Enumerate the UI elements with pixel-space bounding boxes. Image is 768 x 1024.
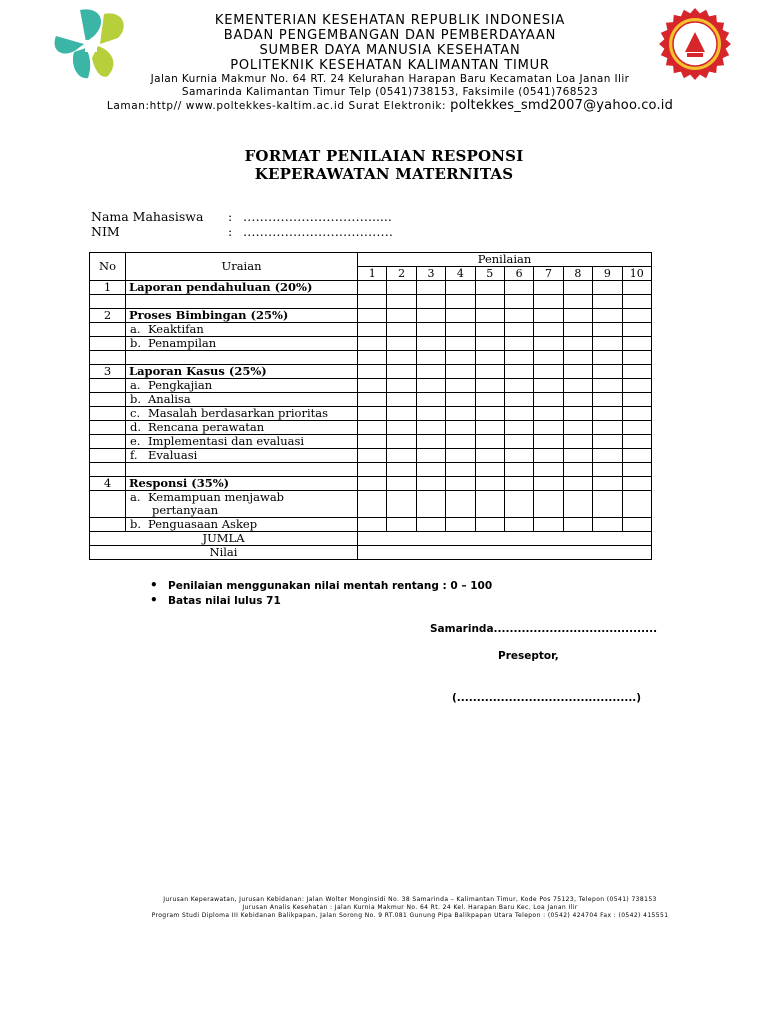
score-cell[interactable] xyxy=(504,365,533,379)
score-cell[interactable] xyxy=(563,518,592,532)
score-cell[interactable] xyxy=(504,393,533,407)
signature-name-line[interactable]: (.............................................) xyxy=(452,692,642,704)
score-cell[interactable] xyxy=(446,351,475,365)
table-row xyxy=(90,546,652,560)
score-cell[interactable] xyxy=(475,379,504,393)
table-row xyxy=(90,407,652,421)
total-row-label: JUMLA xyxy=(90,532,358,546)
score-cell[interactable] xyxy=(593,351,622,365)
item-marker: e. xyxy=(130,434,141,448)
score-cell[interactable] xyxy=(358,518,387,532)
score-cell[interactable] xyxy=(563,365,592,379)
score-cell[interactable] xyxy=(563,351,592,365)
item-marker: a. xyxy=(130,378,141,392)
header-web-line xyxy=(100,98,680,113)
table-row xyxy=(90,463,652,477)
score-cell[interactable] xyxy=(387,365,416,379)
score-cell[interactable] xyxy=(416,477,445,491)
score-cell[interactable] xyxy=(387,477,416,491)
score-cell[interactable] xyxy=(416,449,445,463)
score-cell[interactable] xyxy=(593,435,622,449)
row-number xyxy=(90,518,126,532)
table-row xyxy=(90,379,652,393)
table-row xyxy=(90,351,652,365)
score-cell[interactable] xyxy=(504,337,533,351)
item-marker: a. xyxy=(130,490,141,504)
score-cell[interactable] xyxy=(563,449,592,463)
score-cell[interactable] xyxy=(504,295,533,309)
score-cell[interactable] xyxy=(534,309,563,323)
score-cell[interactable] xyxy=(534,477,563,491)
score-cell[interactable] xyxy=(622,337,652,351)
score-cell[interactable] xyxy=(593,379,622,393)
score-cell[interactable] xyxy=(358,463,387,477)
score-cell[interactable] xyxy=(534,407,563,421)
score-cell[interactable] xyxy=(563,435,592,449)
row-number xyxy=(90,435,126,449)
score-cell[interactable] xyxy=(534,491,563,518)
criterion-heading: Laporan Kasus (25%) xyxy=(129,364,267,378)
score-cell[interactable] xyxy=(622,449,652,463)
score-cell[interactable] xyxy=(593,365,622,379)
footer-line-1: Jurusan Keperawatan, Jurusan Kebidanan: Jalan Wolter Monginsidi No. 38 Samarinda – Kalimantan Timur, Kode Pos 75123, Telepon (0541) 738153 xyxy=(163,896,657,903)
score-cell[interactable] xyxy=(534,518,563,532)
score-header-4: 4 xyxy=(446,267,475,281)
criterion-item: Kemampuan menjawab xyxy=(148,490,285,504)
score-cell[interactable] xyxy=(387,449,416,463)
score-cell[interactable] xyxy=(358,491,387,518)
score-cell[interactable] xyxy=(593,309,622,323)
score-cell[interactable] xyxy=(446,337,475,351)
row-number xyxy=(90,323,126,337)
table-row xyxy=(90,477,652,491)
score-cell[interactable] xyxy=(504,407,533,421)
header-contact: Samarinda Kalimantan Timur Telp (0541)738153, Faksimile (0541)768523 xyxy=(181,86,599,98)
score-cell[interactable] xyxy=(622,323,652,337)
score-cell[interactable] xyxy=(622,379,652,393)
score-cell[interactable] xyxy=(475,518,504,532)
item-marker: f. xyxy=(130,448,138,462)
score-cell[interactable] xyxy=(622,491,652,518)
score-cell[interactable] xyxy=(563,309,592,323)
score-cell[interactable] xyxy=(416,379,445,393)
score-cell[interactable] xyxy=(446,463,475,477)
score-cell[interactable] xyxy=(387,407,416,421)
score-cell[interactable] xyxy=(593,295,622,309)
row-number xyxy=(90,351,126,365)
criterion-heading: Proses Bimbingan (25%) xyxy=(129,308,289,322)
score-cell[interactable] xyxy=(593,337,622,351)
score-cell[interactable] xyxy=(416,393,445,407)
score-cell[interactable] xyxy=(563,323,592,337)
row-criterion xyxy=(126,309,358,323)
note-item: • Penilaian menggunakan nilai mentah rentang : 0 – 100 xyxy=(150,578,493,592)
score-cell[interactable] xyxy=(504,518,533,532)
score-cell[interactable] xyxy=(534,393,563,407)
item-marker: b. xyxy=(130,517,142,531)
score-cell[interactable] xyxy=(387,491,416,518)
score-cell[interactable] xyxy=(563,421,592,435)
score-cell[interactable] xyxy=(358,281,387,295)
score-cell[interactable] xyxy=(534,337,563,351)
score-header-2: 2 xyxy=(387,267,416,281)
score-cell[interactable] xyxy=(534,463,563,477)
score-cell[interactable] xyxy=(446,393,475,407)
score-cell[interactable] xyxy=(475,281,504,295)
score-cell[interactable] xyxy=(475,449,504,463)
score-cell[interactable] xyxy=(358,337,387,351)
score-cell[interactable] xyxy=(446,281,475,295)
row-criterion xyxy=(126,323,358,337)
row-number: 1 xyxy=(90,281,126,295)
score-cell[interactable] xyxy=(534,435,563,449)
score-cell[interactable] xyxy=(358,393,387,407)
item-marker: b. xyxy=(130,392,142,406)
score-cell[interactable] xyxy=(563,463,592,477)
row-criterion xyxy=(126,337,358,351)
score-cell[interactable] xyxy=(504,491,533,518)
table-row xyxy=(90,295,652,309)
criterion-item: Implementasi dan evaluasi xyxy=(148,434,305,448)
criterion-item: Keaktifan xyxy=(148,322,204,336)
score-cell[interactable] xyxy=(593,449,622,463)
score-cell[interactable] xyxy=(475,323,504,337)
score-cell[interactable] xyxy=(593,281,622,295)
score-cell[interactable] xyxy=(504,323,533,337)
score-cell[interactable] xyxy=(446,518,475,532)
total-row-value[interactable] xyxy=(358,532,652,546)
table-row xyxy=(90,393,652,407)
col-uraian-header: Uraian xyxy=(126,253,358,281)
score-cell[interactable] xyxy=(475,365,504,379)
criterion-item: Pengkajian xyxy=(148,378,213,392)
table-row xyxy=(90,337,652,351)
score-cell[interactable] xyxy=(593,491,622,518)
form-subtitle: KEPERAWATAN MATERNITAS xyxy=(254,165,514,183)
table-row xyxy=(90,435,652,449)
score-cell[interactable] xyxy=(475,463,504,477)
score-cell[interactable] xyxy=(563,337,592,351)
header-address: Jalan Kurnia Makmur No. 64 RT. 24 Kelurahan Harapan Baru Kecamatan Loa Janan Ilir xyxy=(150,73,630,85)
row-number xyxy=(90,449,126,463)
row-number: 3 xyxy=(90,365,126,379)
score-cell[interactable] xyxy=(622,393,652,407)
row-criterion xyxy=(126,393,358,407)
score-cell[interactable] xyxy=(358,309,387,323)
score-cell[interactable] xyxy=(358,295,387,309)
row-number xyxy=(90,379,126,393)
row-number xyxy=(90,393,126,407)
header-website: Laman:http// www.poltekkes-kaltim.ac.id Surat Elektronik: xyxy=(106,100,447,112)
row-criterion xyxy=(126,463,358,477)
col-no-header: No xyxy=(90,253,126,281)
student-name-field[interactable]: …………………………...... xyxy=(243,209,392,224)
grade-row-label: Nilai xyxy=(90,546,358,560)
score-cell[interactable] xyxy=(387,379,416,393)
score-cell[interactable] xyxy=(563,281,592,295)
score-cell[interactable] xyxy=(504,281,533,295)
score-cell[interactable] xyxy=(387,281,416,295)
score-cell[interactable] xyxy=(475,295,504,309)
criterion-item: Masalah berdasarkan prioritas xyxy=(148,406,329,420)
score-cell[interactable] xyxy=(416,491,445,518)
score-cell[interactable] xyxy=(622,435,652,449)
score-cell[interactable] xyxy=(358,449,387,463)
score-cell[interactable] xyxy=(416,435,445,449)
col-penilaian-header: Penilaian xyxy=(358,253,652,267)
score-cell[interactable] xyxy=(475,421,504,435)
score-header-9: 9 xyxy=(593,267,622,281)
item-marker: c. xyxy=(130,406,141,420)
criterion-item: Penampilan xyxy=(148,336,217,350)
score-cell[interactable] xyxy=(416,323,445,337)
score-cell[interactable] xyxy=(534,295,563,309)
score-cell[interactable] xyxy=(446,379,475,393)
score-cell[interactable] xyxy=(622,421,652,435)
score-cell[interactable] xyxy=(563,477,592,491)
score-cell[interactable] xyxy=(387,309,416,323)
table-row xyxy=(90,518,652,532)
score-cell[interactable] xyxy=(563,295,592,309)
score-cell[interactable] xyxy=(358,407,387,421)
score-cell[interactable] xyxy=(563,379,592,393)
score-cell[interactable] xyxy=(358,365,387,379)
grade-row-value[interactable] xyxy=(358,546,652,560)
student-name-label: Nama Mahasiswa xyxy=(91,209,204,224)
criterion-item: Analisa xyxy=(148,392,191,406)
signature-role: Preseptor, xyxy=(498,650,559,662)
student-nim-field[interactable]: ……………………………… xyxy=(243,224,393,239)
bullet-icon: • xyxy=(150,593,158,607)
table-row xyxy=(90,323,652,337)
score-cell[interactable] xyxy=(446,323,475,337)
score-cell[interactable] xyxy=(504,309,533,323)
score-cell[interactable] xyxy=(387,518,416,532)
criterion-item-continued: pertanyaan xyxy=(152,503,219,517)
score-cell[interactable] xyxy=(622,477,652,491)
score-cell[interactable] xyxy=(475,491,504,518)
score-header-5: 5 xyxy=(475,267,504,281)
criterion-item: Evaluasi xyxy=(148,448,198,462)
row-criterion xyxy=(126,295,358,309)
row-criterion xyxy=(126,351,358,365)
score-cell[interactable] xyxy=(475,337,504,351)
score-cell[interactable] xyxy=(358,351,387,365)
footer-line-2: Jurusan Analis Kesehatan : Jalan Kurnia Makmur No. 64 Rt. 24 Kel. Harapan Baru Kec. Loa Janan Ilir xyxy=(242,904,578,911)
score-cell[interactable] xyxy=(622,463,652,477)
form-title: FORMAT PENILAIAN RESPONSI xyxy=(244,147,524,165)
score-cell[interactable] xyxy=(358,477,387,491)
score-cell[interactable] xyxy=(446,421,475,435)
score-cell[interactable] xyxy=(622,407,652,421)
score-cell[interactable] xyxy=(475,477,504,491)
score-cell[interactable] xyxy=(446,477,475,491)
row-number xyxy=(90,421,126,435)
score-cell[interactable] xyxy=(387,337,416,351)
score-cell[interactable] xyxy=(622,351,652,365)
row-criterion xyxy=(126,491,358,518)
score-cell[interactable] xyxy=(416,421,445,435)
score-cell[interactable] xyxy=(416,351,445,365)
score-cell[interactable] xyxy=(416,281,445,295)
score-cell[interactable] xyxy=(563,407,592,421)
criterion-heading: Responsi (35%) xyxy=(129,476,230,490)
row-criterion xyxy=(126,379,358,393)
header-email: poltekkes_smd2007@yahoo.co.id xyxy=(450,98,674,113)
row-number xyxy=(90,407,126,421)
score-cell[interactable] xyxy=(416,337,445,351)
score-cell[interactable] xyxy=(534,421,563,435)
score-cell[interactable] xyxy=(416,518,445,532)
score-cell[interactable] xyxy=(504,435,533,449)
score-cell[interactable] xyxy=(387,421,416,435)
row-criterion xyxy=(126,518,358,532)
student-name-row xyxy=(91,209,392,224)
grading-table xyxy=(89,252,652,560)
item-marker: a. xyxy=(130,322,141,336)
score-cell[interactable] xyxy=(475,309,504,323)
grading-notes xyxy=(150,578,492,608)
note-item: • Batas nilai lulus 71 xyxy=(150,593,281,607)
criterion-item: Rencana perawatan xyxy=(148,420,265,434)
row-number: 2 xyxy=(90,309,126,323)
row-number xyxy=(90,337,126,351)
criterion-item: Penguasaan Askep xyxy=(148,517,258,531)
header-institution: POLITEKNIK KESEHATAN KALIMANTAN TIMUR xyxy=(230,58,550,73)
score-cell[interactable] xyxy=(534,281,563,295)
score-cell[interactable] xyxy=(593,323,622,337)
score-cell[interactable] xyxy=(534,449,563,463)
score-cell[interactable] xyxy=(387,463,416,477)
score-cell[interactable] xyxy=(475,351,504,365)
score-cell[interactable] xyxy=(504,449,533,463)
score-cell[interactable] xyxy=(504,421,533,435)
score-header-1: 1 xyxy=(358,267,387,281)
table-row xyxy=(90,449,652,463)
table-row xyxy=(90,491,652,518)
colon: : xyxy=(228,224,233,239)
score-cell[interactable] xyxy=(504,463,533,477)
score-cell[interactable] xyxy=(475,407,504,421)
score-cell[interactable] xyxy=(446,309,475,323)
student-nim-label: NIM xyxy=(91,224,120,239)
table-row xyxy=(90,281,652,295)
table-row xyxy=(90,421,652,435)
score-cell[interactable] xyxy=(622,295,652,309)
header-ministry: KEMENTERIAN KESEHATAN REPUBLIK INDONESIA xyxy=(214,13,566,28)
row-criterion xyxy=(126,449,358,463)
footer-line-3: Program Studi Diploma III Kebidanan Balikpapan, Jalan Sorong No. 9 RT.081 Gunung Pipa Balikpapan Utara Telepon : (0542) 424704 Fax : (0542) 415551 xyxy=(151,912,669,919)
row-criterion xyxy=(126,477,358,491)
score-cell[interactable] xyxy=(534,351,563,365)
score-cell[interactable] xyxy=(387,351,416,365)
score-cell[interactable] xyxy=(504,477,533,491)
score-cell[interactable] xyxy=(446,295,475,309)
score-header-10: 10 xyxy=(622,267,652,281)
score-cell[interactable] xyxy=(446,435,475,449)
score-cell[interactable] xyxy=(622,281,652,295)
score-cell[interactable] xyxy=(387,323,416,337)
score-cell[interactable] xyxy=(475,435,504,449)
score-header-6: 6 xyxy=(504,267,533,281)
item-marker: d. xyxy=(130,420,142,434)
score-cell[interactable] xyxy=(446,407,475,421)
table-row xyxy=(90,532,652,546)
bullet-icon: • xyxy=(150,578,158,592)
score-cell[interactable] xyxy=(416,463,445,477)
header-agency: BADAN PENGEMBANGAN DAN PEMBERDAYAAN xyxy=(223,28,557,43)
table-row xyxy=(90,365,652,379)
row-number: 4 xyxy=(90,477,126,491)
score-cell[interactable] xyxy=(593,518,622,532)
score-cell[interactable] xyxy=(593,393,622,407)
score-cell[interactable] xyxy=(593,463,622,477)
score-cell[interactable] xyxy=(504,351,533,365)
score-cell[interactable] xyxy=(475,393,504,407)
score-cell[interactable] xyxy=(622,518,652,532)
header-agency-2: SUMBER DAYA MANUSIA KESEHATAN xyxy=(259,43,521,58)
score-header-3: 3 xyxy=(416,267,445,281)
row-criterion xyxy=(126,365,358,379)
score-cell[interactable] xyxy=(358,435,387,449)
row-criterion xyxy=(126,435,358,449)
score-cell[interactable] xyxy=(622,365,652,379)
score-cell[interactable] xyxy=(446,449,475,463)
row-number xyxy=(90,491,126,518)
score-cell[interactable] xyxy=(563,491,592,518)
score-cell[interactable] xyxy=(358,323,387,337)
score-cell[interactable] xyxy=(446,491,475,518)
colon: : xyxy=(228,209,233,224)
score-cell[interactable] xyxy=(416,365,445,379)
score-cell[interactable] xyxy=(534,323,563,337)
row-number xyxy=(90,463,126,477)
row-criterion xyxy=(126,281,358,295)
score-cell[interactable] xyxy=(446,365,475,379)
signature-place-date[interactable]: Samarinda......................................... xyxy=(430,623,658,635)
score-cell[interactable] xyxy=(387,295,416,309)
table-row xyxy=(90,309,652,323)
score-cell[interactable] xyxy=(563,393,592,407)
score-cell[interactable] xyxy=(416,407,445,421)
score-cell[interactable] xyxy=(358,421,387,435)
student-nim-row xyxy=(91,224,393,239)
row-number xyxy=(90,295,126,309)
score-cell[interactable] xyxy=(416,295,445,309)
score-cell[interactable] xyxy=(622,309,652,323)
score-cell[interactable] xyxy=(416,309,445,323)
score-cell[interactable] xyxy=(534,365,563,379)
score-cell[interactable] xyxy=(593,477,622,491)
criterion-heading: Laporan pendahuluan (20%) xyxy=(129,280,313,294)
score-cell[interactable] xyxy=(534,379,563,393)
score-cell[interactable] xyxy=(593,407,622,421)
score-cell[interactable] xyxy=(593,421,622,435)
item-marker: b. xyxy=(130,336,142,350)
score-cell[interactable] xyxy=(358,379,387,393)
score-header-7: 7 xyxy=(534,267,563,281)
score-header-8: 8 xyxy=(563,267,592,281)
row-criterion xyxy=(126,407,358,421)
score-cell[interactable] xyxy=(387,393,416,407)
score-cell[interactable] xyxy=(387,435,416,449)
score-cell[interactable] xyxy=(504,379,533,393)
row-criterion xyxy=(126,421,358,435)
